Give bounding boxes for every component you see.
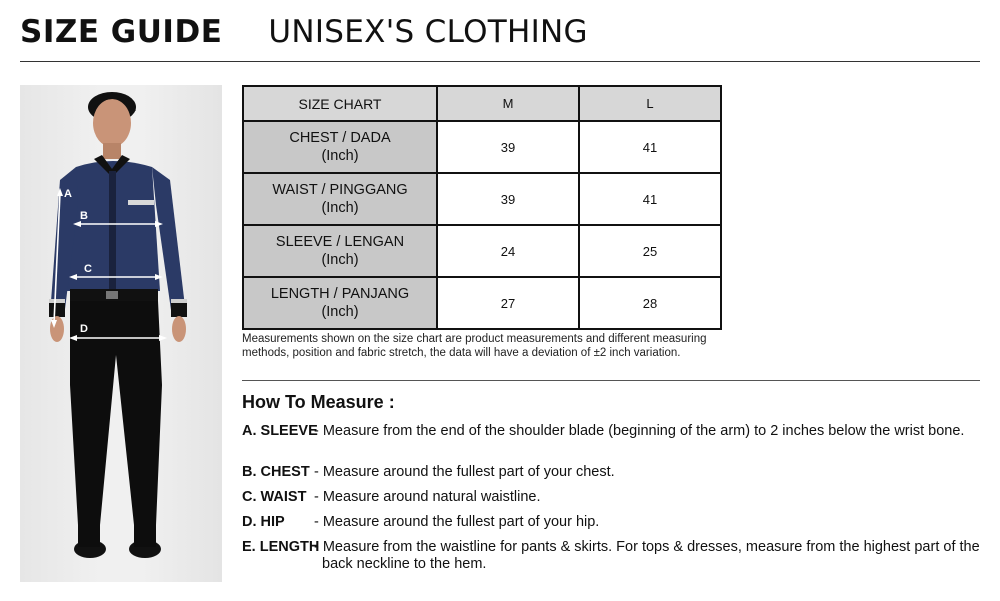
measure-item-waist xyxy=(242,489,982,506)
row-label-unit: (Inch) xyxy=(321,252,359,268)
measure-key: A. SLEEVE xyxy=(242,423,318,439)
measure-text: - Measure around the fullest part of your chest. xyxy=(314,464,615,480)
cell-waist-m: 39 xyxy=(437,173,579,225)
model-illustration xyxy=(20,85,222,582)
cell-chest-m: 39 xyxy=(437,121,579,173)
column-header-l: L xyxy=(579,86,721,121)
guide-label-b: B xyxy=(80,210,88,222)
row-label-length xyxy=(243,277,437,329)
table-header-row xyxy=(243,86,721,121)
cell-waist-l: 41 xyxy=(579,173,721,225)
page-title: SIZE GUIDE xyxy=(20,14,223,50)
measure-key: D. HIP xyxy=(242,514,285,530)
measure-text: - Measure from the waistline for pants & skirts. For tops & dresses, measure from the highest part of the back neckline to the hem. xyxy=(314,539,980,572)
row-label-chest xyxy=(243,121,437,173)
row-label-waist xyxy=(243,173,437,225)
table-row xyxy=(243,121,721,173)
measure-item-sleeve xyxy=(242,423,982,440)
guide-label-a: A xyxy=(64,188,72,200)
row-label-unit: (Inch) xyxy=(321,304,359,320)
table-row xyxy=(243,277,721,329)
measure-text: - Measure around the fullest part of your hip. xyxy=(314,514,600,530)
measurement-note xyxy=(242,332,762,360)
table-row xyxy=(243,225,721,277)
size-chart-table xyxy=(242,85,722,330)
how-to-measure-title: How To Measure : xyxy=(242,392,395,412)
guide-label-d: D xyxy=(80,323,88,335)
page-header xyxy=(20,14,588,58)
cell-length-l: 28 xyxy=(579,277,721,329)
measure-key: B. CHEST xyxy=(242,464,310,480)
note-line-2: methods, position and fabric stretch, the data will have a deviation of ±2 inch variation. xyxy=(242,347,681,359)
column-header-size-chart: SIZE CHART xyxy=(243,86,437,121)
row-label-text: WAIST / PINGGANG xyxy=(272,182,408,198)
page-subtitle: UNISEX'S CLOTHING xyxy=(268,14,588,50)
measure-item-length xyxy=(242,539,982,573)
header-divider xyxy=(20,61,980,62)
measure-key: E. LENGTH xyxy=(242,539,320,555)
row-label-unit: (Inch) xyxy=(321,148,359,164)
measure-item-hip xyxy=(242,514,982,531)
guide-label-c: C xyxy=(84,263,92,275)
note-line-1: Measurements shown on the size chart are product measurements and different measuring xyxy=(242,333,707,345)
cell-sleeve-l: 25 xyxy=(579,225,721,277)
row-label-text: CHEST / DADA xyxy=(289,130,391,146)
cell-length-m: 27 xyxy=(437,277,579,329)
row-label-text: LENGTH / PANJANG xyxy=(270,286,410,302)
measure-text: - Measure from the end of the shoulder blade (beginning of the arm) to 2 inches below the wrist bone. xyxy=(314,423,965,439)
row-label-unit: (Inch) xyxy=(321,200,359,216)
measure-key: C. WAIST xyxy=(242,489,307,505)
table-row xyxy=(243,173,721,225)
row-label-text: SLEEVE / LENGAN xyxy=(275,234,405,250)
section-divider xyxy=(242,380,980,381)
model-photo xyxy=(20,85,222,582)
column-header-m: M xyxy=(437,86,579,121)
row-label-sleeve xyxy=(243,225,437,277)
cell-chest-l: 41 xyxy=(579,121,721,173)
measure-item-chest xyxy=(242,464,982,481)
cell-sleeve-m: 24 xyxy=(437,225,579,277)
measure-text: - Measure around natural waistline. xyxy=(314,489,541,505)
